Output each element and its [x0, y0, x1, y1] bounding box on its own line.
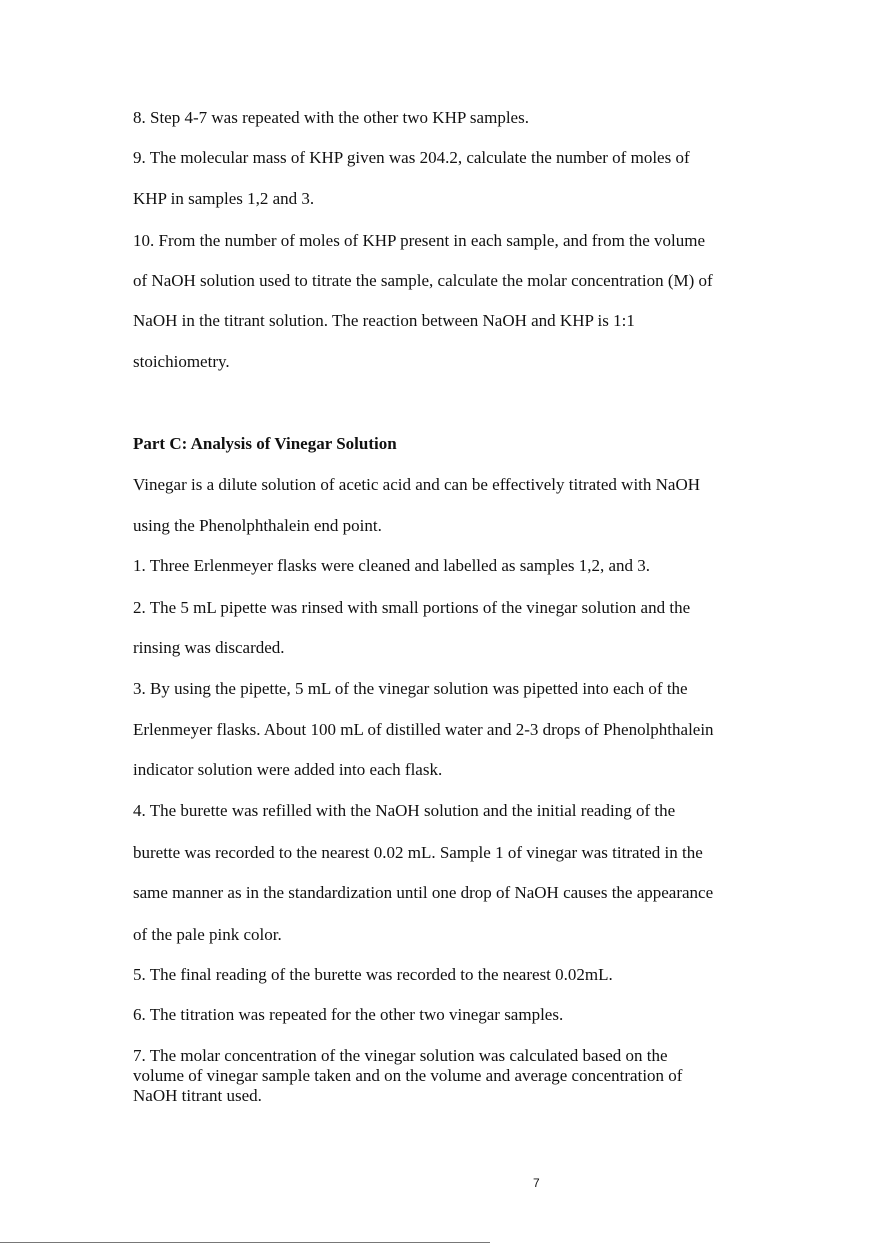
- c-step-2-continuation: rinsing was discarded.: [133, 638, 285, 657]
- c-step-7-line: 7. The molar concentration of the vinegar solution was calculated based on the: [133, 1046, 668, 1065]
- c-step-3-continuation-2: indicator solution were added into each flask.: [133, 760, 443, 779]
- c-step-4-continuation-2: same manner as in the standardization until one drop of NaOH causes the appearance: [133, 883, 714, 902]
- intro-line-1: Vinegar is a dilute solution of acetic acid and can be effectively titrated with NaOH: [133, 475, 701, 494]
- step-9-line: 9. The molecular mass of KHP given was 204.2, calculate the number of moles of: [133, 148, 690, 167]
- page-number: 7: [533, 1176, 540, 1190]
- c-step-7-continuation-2: NaOH titrant used.: [133, 1086, 262, 1105]
- step-8-line: 8. Step 4-7 was repeated with the other two KHP samples.: [133, 108, 529, 127]
- c-step-4-continuation-1: burette was recorded to the nearest 0.02 mL. Sample 1 of vinegar was titrated in the: [133, 843, 703, 862]
- footer-divider: [0, 1242, 490, 1243]
- step-9-continuation: KHP in samples 1,2 and 3.: [133, 189, 315, 208]
- step-10-continuation-2: NaOH in the titrant solution. The reaction between NaOH and KHP is 1:1: [133, 311, 635, 330]
- c-step-7-continuation-1: volume of vinegar sample taken and on the volume and average concentration of: [133, 1066, 683, 1085]
- c-step-6-line: 6. The titration was repeated for the other two vinegar samples.: [133, 1005, 564, 1024]
- intro-line-2: using the Phenolphthalein end point.: [133, 516, 382, 535]
- c-step-2-line: 2. The 5 mL pipette was rinsed with small portions of the vinegar solution and the: [133, 598, 691, 617]
- c-step-1-line: 1. Three Erlenmeyer flasks were cleaned and labelled as samples 1,2, and 3.: [133, 556, 651, 575]
- step-10-line: 10. From the number of moles of KHP present in each sample, and from the volume: [133, 231, 706, 250]
- step-10-continuation-1: of NaOH solution used to titrate the sample, calculate the molar concentration (M) of: [133, 271, 713, 290]
- step-10-continuation-3: stoichiometry.: [133, 352, 230, 371]
- c-step-5-line: 5. The final reading of the burette was recorded to the nearest 0.02mL.: [133, 965, 613, 984]
- c-step-4-line: 4. The burette was refilled with the NaOH solution and the initial reading of the: [133, 801, 676, 820]
- c-step-3-line: 3. By using the pipette, 5 mL of the vinegar solution was pipetted into each of the: [133, 679, 688, 698]
- section-heading: Part C: Analysis of Vinegar Solution: [133, 434, 397, 453]
- c-step-3-continuation-1: Erlenmeyer flasks. About 100 mL of distilled water and 2-3 drops of Phenolphthalein: [133, 720, 714, 739]
- c-step-4-continuation-3: of the pale pink color.: [133, 925, 282, 944]
